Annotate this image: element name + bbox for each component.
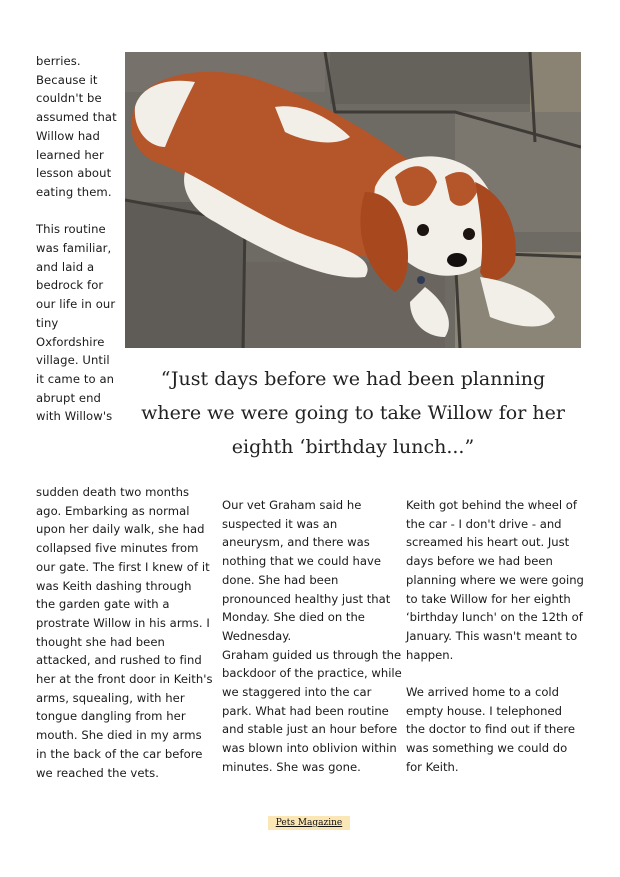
pull-quote: “Just days before we had been planning where we were going to take Willow for her eighth ‘birthday lunch...”	[141, 368, 565, 458]
dog-photo	[125, 52, 581, 348]
article-column-middle	[222, 496, 402, 777]
paragraph: Graham guided us through the backdoor of the practice, while we staggered into the car park. What had been routine and stable just an hour before was blown into oblivion within minutes. She was gone.	[222, 647, 402, 774]
paragraph: sudden death two months ago. Embarking as normal upon her daily walk, she had collapsed five minutes from our gate. The first I knew of it was Keith dashing through the garden gate with a prostrate Willow in his arms. I thought she had been attacked, and rushed to find her at the front door in Keith's arms, squealing, with her tongue dangling from her mouth. She died in my arms in the back of the car before we reached the vets.	[36, 485, 213, 780]
magazine-footer-link[interactable]: Pets Magazine	[268, 816, 350, 830]
dog-photo-illustration	[125, 52, 581, 348]
article-column-left-top	[36, 52, 120, 426]
paragraph: We arrived home to a cold empty house. I telephoned the doctor to find out if there was something we could do for Keith.	[406, 685, 575, 774]
paragraph: Keith got behind the wheel of the car - I don't drive - and screamed his heart out. Just days before we had been planning where we were going to take Willow for her eighth ‘birthday lunch' on the 12th of January. This wasn't meant to happen.	[406, 498, 584, 662]
paragraph: This routine was familiar, and laid a bedrock for our life in our tiny Oxfordshire village. Until it came to an abrupt end with Willow's	[36, 222, 116, 424]
paragraph: berries. Because it couldn't be assumed that Willow had learned her lesson about eating them.	[36, 54, 117, 199]
article-column-left-bottom	[36, 483, 214, 782]
article-column-right	[406, 496, 584, 777]
paragraph: Our vet Graham said he suspected it was an aneurysm, and there was nothing that we could have done. She had been pronounced healthy just that Monday. She died on the Wednesday.	[222, 498, 391, 643]
